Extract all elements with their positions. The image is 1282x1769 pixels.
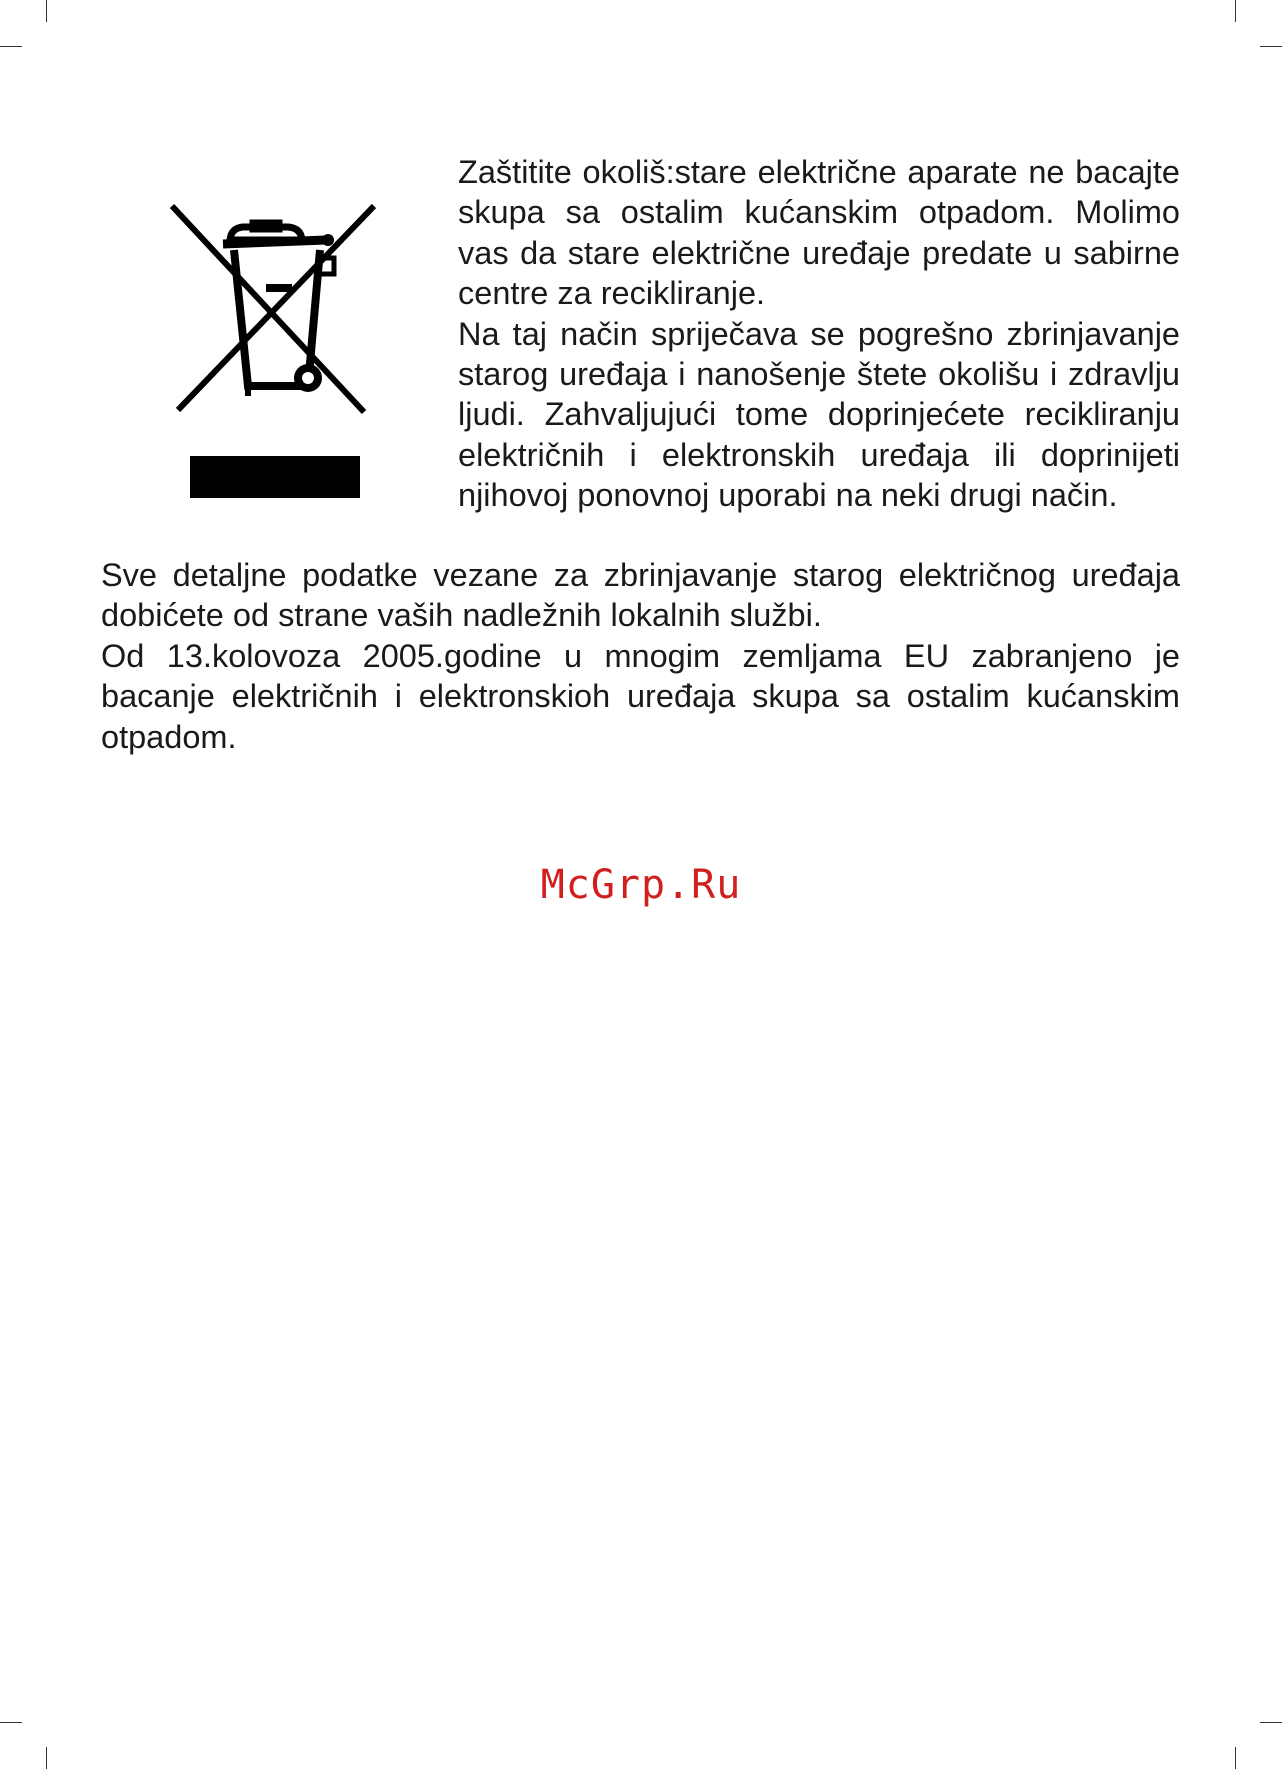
weee-crossed-bin-icon	[168, 200, 388, 420]
crop-mark-bottom-right	[1235, 1747, 1236, 1769]
paragraph-local-services: Sve detaljne podatke vezane za zbrinjavanje starog električnog uređaja dobićete od strane vaših nadležnih lokalnih službi.	[101, 557, 1180, 634]
crop-mark-top-right-h	[1260, 46, 1282, 47]
crop-mark-bottom-left-h	[0, 1722, 22, 1723]
paragraph-environment-protection: Zaštitite okoliš:stare električne aparate ne bacajte skupa sa ostalim kućanskim otpadom. Molimo vas da stare električne uređaje predate u sabirne centre za recikliranje.	[458, 154, 1180, 312]
crop-mark-top-left-h	[0, 46, 22, 47]
crop-mark-top-right	[1235, 0, 1236, 22]
crop-mark-bottom-right-h	[1260, 1722, 1282, 1723]
weee-black-bar	[190, 456, 360, 498]
watermark-text: McGrp.Ru	[540, 862, 742, 908]
intro-text-block	[458, 152, 1180, 516]
paragraph-recycling-benefits: Na taj način spriječava se pogrešno zbrinjavanje starog uređaja i nanošenje štete okolišu i zdravlju ljudi. Zahvaljujući tome doprinjećete recikliranju električnih i elektronskih uređaja ili doprinijeti njihovoj ponovnoj uporabi na neki drugi način.	[458, 315, 1180, 514]
paragraph-eu-ban: Od 13.kolovoza 2005.godine u mnogim zemljama EU zabranjeno je bacanje električnih i elektronskioh uređaja skupa sa ostalim kućanskim otpadom.	[101, 638, 1180, 755]
crop-mark-bottom-left	[46, 1747, 47, 1769]
crop-mark-top-left	[46, 0, 47, 22]
